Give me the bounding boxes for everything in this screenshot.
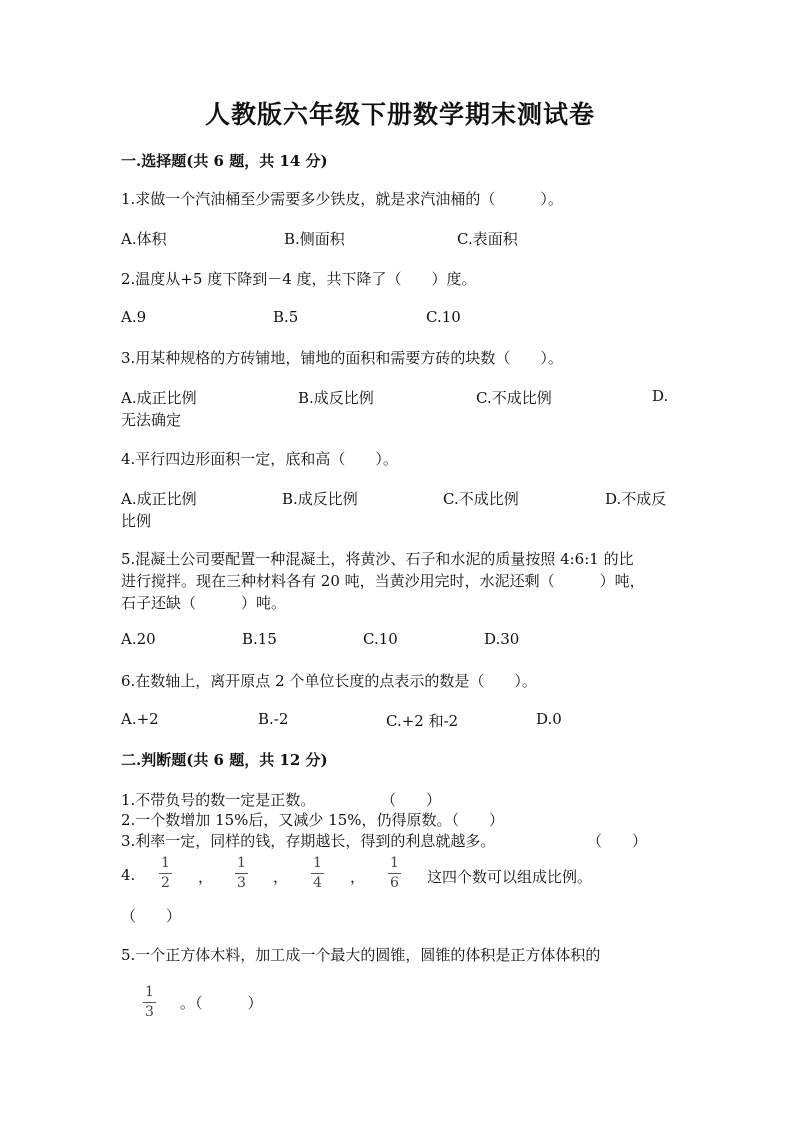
- fraction-bar: [388, 873, 401, 874]
- option: B.侧面积: [284, 230, 345, 248]
- question-stem: 2.温度从+5 度下降到－4 度，共下降了（ ）度。: [121, 270, 477, 288]
- option: B.成反比例: [298, 389, 374, 407]
- option: C.+2 和-2: [386, 712, 459, 730]
- fraction-denominator: 3: [237, 875, 246, 891]
- option: A.20: [121, 630, 156, 648]
- option: B.15: [242, 630, 277, 648]
- option: D.0: [536, 710, 562, 728]
- option: D.不成反: [605, 490, 667, 508]
- judge-item: 3.利率一定，同样的钱，存期越长，得到的利息就越多。: [121, 832, 496, 850]
- fraction-bar: [143, 1002, 156, 1003]
- fraction-one-sixth: [388, 856, 401, 891]
- option: A.成正比例: [121, 389, 197, 407]
- answer-paren: （ ）: [381, 791, 442, 809]
- judge-item: 5.一个正方体木料，加工成一个最大的圆锥，圆锥的体积是正方体体积的: [121, 946, 601, 964]
- separator: ，: [350, 868, 366, 886]
- fraction-one-third: [235, 856, 248, 891]
- fraction-bar: [311, 873, 324, 874]
- judge-item-prefix: 4.: [121, 866, 136, 884]
- fraction-one-third: [143, 985, 156, 1020]
- answer-paren: （ ）: [121, 907, 182, 925]
- option: B.5: [273, 308, 299, 326]
- option: C.10: [426, 308, 461, 326]
- question-stem-line: 石子还缺（ ）吨。: [121, 594, 287, 612]
- fraction-numerator: 1: [313, 855, 322, 871]
- option: C.不成比例: [443, 490, 519, 508]
- option: B.-2: [258, 710, 289, 728]
- fraction-bar: [235, 873, 248, 874]
- exam-title: 人教版六年级下册数学期末测试卷: [204, 100, 595, 129]
- fraction-numerator: 1: [390, 855, 399, 871]
- fraction-denominator: 3: [145, 1004, 154, 1020]
- option: C.不成比例: [476, 389, 552, 407]
- option: C.10: [363, 630, 398, 648]
- question-stem: 4.平行四边形面积一定，底和高（ ）。: [121, 450, 398, 468]
- judge-item: 1.不带负号的数一定是正数。: [121, 791, 316, 809]
- fraction-denominator: 6: [390, 875, 399, 891]
- fraction-numerator: 1: [161, 855, 170, 871]
- fraction-denominator: 2: [161, 875, 170, 891]
- fraction-numerator: 1: [237, 855, 246, 871]
- section-heading-judge: 二.判断题(共 6 题，共 12 分): [121, 751, 328, 769]
- question-stem: 1.求做一个汽油桶至少需要多少铁皮，就是求汽油桶的（ ）。: [121, 190, 563, 208]
- option: D.30: [484, 630, 520, 648]
- question-stem: 6.在数轴上，离开原点 2 个单位长度的点表示的数是（ ）。: [121, 672, 537, 690]
- question-stem: 3.用某种规格的方砖铺地，铺地的面积和需要方砖的块数（ ）。: [121, 349, 563, 367]
- separator: ，: [273, 868, 289, 886]
- answer-paren: （ ）: [587, 832, 648, 850]
- option-wrap: 比例: [121, 512, 152, 530]
- option: A.成正比例: [121, 490, 197, 508]
- option-wrap: 无法确定: [121, 411, 182, 429]
- judge-item-suffix: 。（ ）: [180, 994, 263, 1012]
- judge-item-suffix: 这四个数可以组成比例。: [427, 868, 593, 886]
- fraction-one-fourth: [311, 856, 324, 891]
- fraction-denominator: 4: [313, 875, 322, 891]
- option: A.体积: [121, 230, 167, 248]
- option: C.表面积: [457, 230, 518, 248]
- question-stem-line: 进行搅拌。现在三种材料各有 20 吨，当黄沙用完时，水泥还剩（ ）吨，: [121, 572, 645, 590]
- question-stem-line: 5.混凝土公司要配置一种混凝土，将黄沙、石子和水泥的质量按照 4:6:1 的比: [121, 550, 634, 568]
- option: A.+2: [121, 710, 159, 728]
- separator: ，: [198, 868, 214, 886]
- judge-item: 2.一个数增加 15%后，又减少 15%，仍得原数。（ ）: [121, 811, 505, 829]
- fraction-numerator: 1: [145, 984, 154, 1000]
- option: D.: [652, 387, 669, 405]
- fraction-one-half: [159, 856, 172, 891]
- option: B.成反比例: [282, 490, 358, 508]
- section-heading-choice: 一.选择题(共 6 题，共 14 分): [121, 152, 328, 170]
- fraction-bar: [159, 873, 172, 874]
- option: A.9: [121, 308, 147, 326]
